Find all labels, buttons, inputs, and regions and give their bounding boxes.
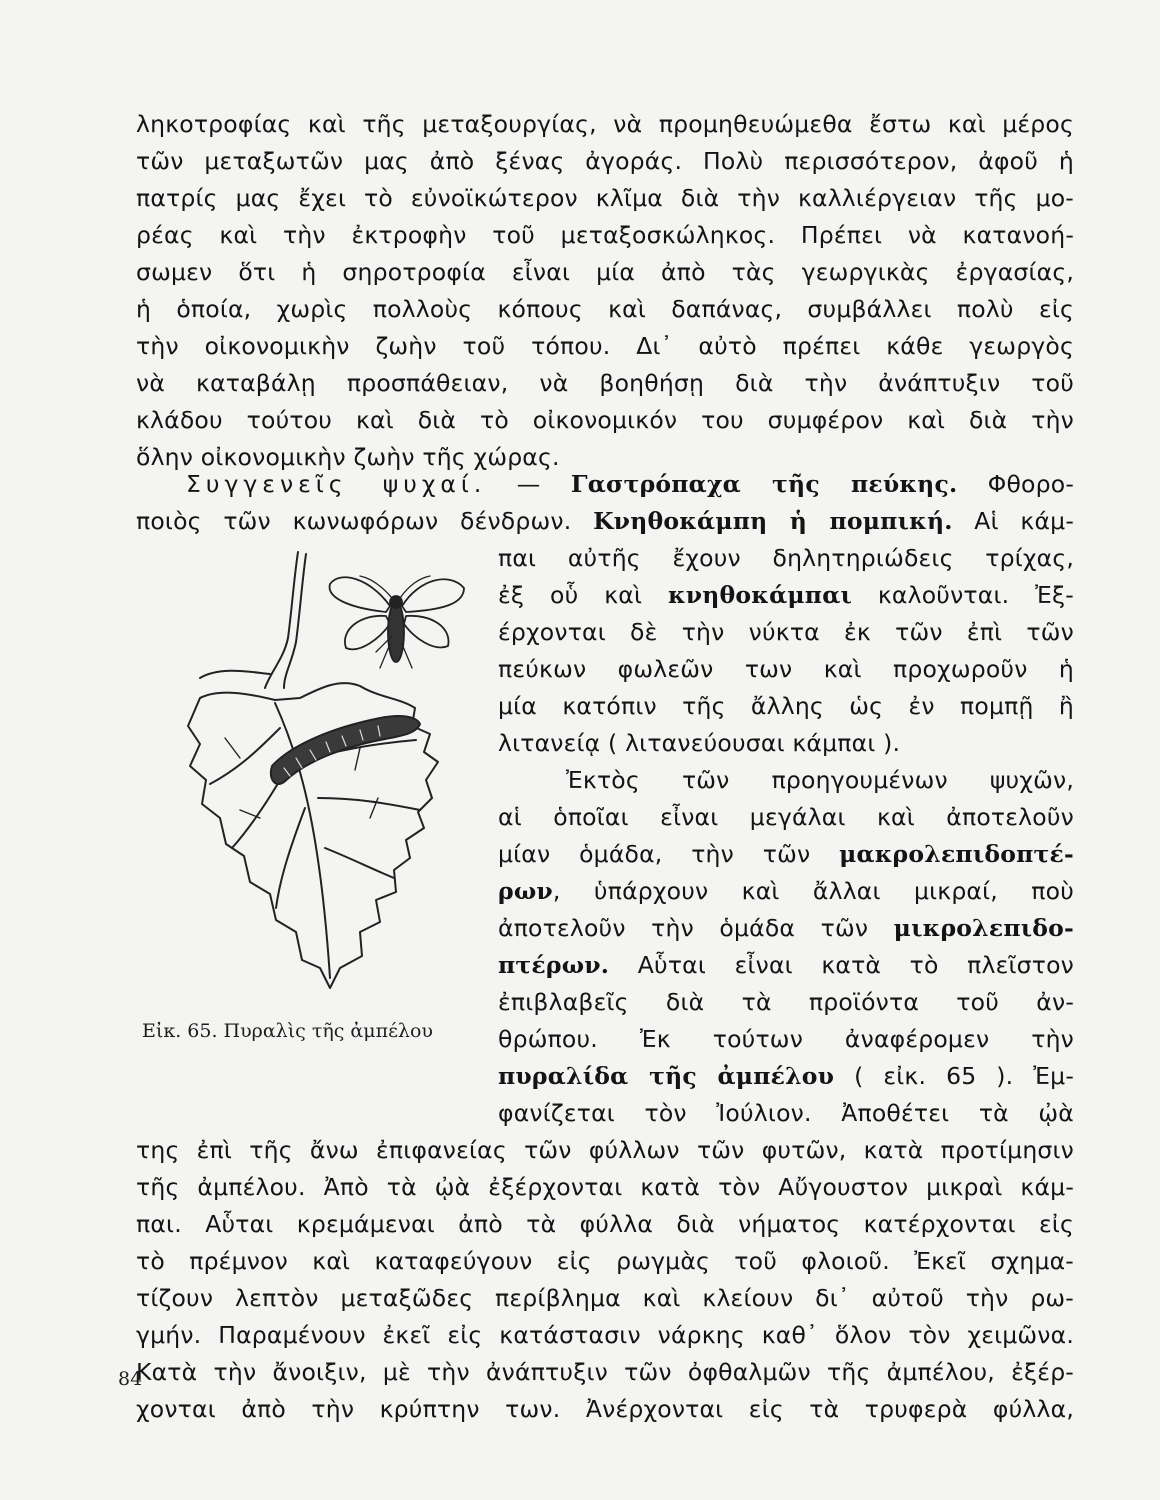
text-line: ὅλην οἰκονομικὴν ζωὴν τῆς χώρας.: [136, 443, 560, 471]
text-line: ρέας καὶ τὴν ἐκτροφὴν τοῦ μεταξοσκώληκος. Πρέπει νὰ κατανοή-: [136, 221, 1074, 249]
text-line: σωμεν ὅτι ἡ σηροτροφία εἶναι μία ἀπὸ τὰς γεωργικὰς ἐργασίας,: [136, 258, 1074, 286]
term-knithokampai: κνηθοκάμπαι: [667, 581, 853, 609]
text-line: κλάδου τούτου καὶ διὰ τὸ οἰκονομικόν του συμφέρον καὶ διὰ τὴν: [136, 406, 1074, 434]
text-line: παι αὐτῆς ἔχουν δηλητηριώδεις τρίχας,: [498, 544, 1074, 572]
text-line: έρχονται δὲ τὴν νύκτα ἐκ τῶν ἐπὶ τῶν: [498, 618, 1074, 646]
text-line: φανίζεται τὸν Ἰούλιον. Ἀποθέτει τὰ ᾠὰ: [498, 1099, 1074, 1127]
pyralis-illustration: [180, 548, 480, 998]
term-microlepidoptera: μικρολεπιδο-: [893, 914, 1074, 942]
page-number: 84: [118, 1368, 143, 1390]
text-line: μία κατόπιν τῆς ἄλλης ὡς ἐν πομπῇ ἢ: [498, 692, 1074, 720]
text-line: ἡ ὁποία, χωρὶς πολλοὺς κόπους καὶ δαπάνας, συμβάλλει πολὺ εἰς: [136, 295, 1074, 323]
text-line: θρώπου. Ἐκ τούτων ἀναφέρομεν τὴν: [498, 1025, 1074, 1053]
text-line: της ἐπὶ τῆς ἄνω ἐπιφανείας τῶν φύλλων τῶν φυτῶν, κατὰ προτίμησιν: [136, 1136, 1074, 1164]
text-line: τίζουν λεπτὸν μεταξῶδες περίβλημα καὶ κλείουν δι᾽ αὐτοῦ τὴν ρω-: [136, 1284, 1074, 1312]
text-line: ποιὸς τῶν κωνωφόρων δένδρων. Κνηθοκάμπη ἡ πομπική. Αἱ κάμ-: [136, 507, 1074, 535]
text-line: ἐπιβλαβεῖς διὰ τὰ προϊόντα τοῦ ἀν-: [498, 988, 1074, 1016]
text-line: γμήν. Παραμένουν ἐκεῖ εἰς κατάστασιν νάρκης καθ᾽ ὅλον τὸν χειμῶνα.: [136, 1321, 1074, 1349]
text-line: τὸ πρέμνον καὶ καταφεύγουν εἰς ρωγμὰς τοῦ φλοιοῦ. Ἐκεῖ σχημα-: [136, 1247, 1074, 1275]
term-knithokampi: Κνηθοκάμπη ἡ πομπική.: [593, 507, 953, 535]
term-gastropacha: Γαστρόπαχα τῆς πεύκης.: [570, 470, 958, 498]
text-line: πατρίς μας ἔχει τὸ εὐνοϊκώτερον κλῖμα διὰ τὴν καλλιέργειαν τῆς μο-: [136, 184, 1074, 212]
text-line: Ἐκτὸς τῶν προηγουμένων ψυχῶν,: [566, 766, 1074, 794]
text-line: νὰ καταβάλῃ προσπάθειαν, νὰ βοηθήσῃ διὰ τὴν ἀνάπτυξιν τοῦ: [136, 369, 1074, 397]
text-line: ἀποτελοῦν τὴν ὁμάδα τῶν μικρολεπιδο-: [498, 914, 1074, 942]
text-line: ἐξ οὗ καὶ κνηθοκάμπαι καλοῦνται. Ἐξ-: [498, 581, 1074, 609]
text-line: παι. Αὗται κρεμάμεναι ἀπὸ τὰ φύλλα διὰ νήματος κατέρχονται εἰς: [136, 1210, 1074, 1238]
text-line: λιτανείᾳ ( λιτανεύουσαι κάμπαι ).: [498, 729, 901, 757]
text-line: ληκοτροφίας καὶ τῆς μεταξουργίας, νὰ προμηθευώμεθα ἔστω καὶ μέρος: [136, 110, 1074, 138]
text-line: πεύκων φωλεῶν των καὶ προχωροῦν ἡ: [498, 655, 1074, 683]
text-line: ρων, ὑπάρχουν καὶ ἄλλαι μικραί, ποὺ: [498, 877, 1074, 905]
term-macrolepidoptera: μακρολεπιδοπτέ-: [839, 840, 1074, 868]
figure-caption: Εἰκ. 65. Πυραλὶς τῆς ἀμπέλου: [142, 1020, 433, 1042]
term-pyralis: πυραλίδα τῆς ἀμπέλου: [498, 1062, 835, 1090]
text-line: πυραλίδα τῆς ἀμπέλου ( εἰκ. 65 ). Ἐμ-: [498, 1062, 1074, 1090]
text-line: Κατὰ τὴν ἄνοιξιν, μὲ τὴν ἀνάπτυξιν τῶν ὀφθαλμῶν τῆς ἀμπέλου, ἐξέρ-: [136, 1358, 1074, 1386]
text-line: μίαν ὁμάδα, τὴν τῶν μακρολεπιδοπτέ-: [498, 840, 1074, 868]
text-line: τῶν μεταξωτῶν μας ἀπὸ ξένας ἀγοράς. Πολὺ περισσότερον, ἀφοῦ ἡ: [136, 147, 1074, 175]
text-line: χονται ἀπὸ τὴν κρύπτην των. Ἀνέρχονται εἰς τὰ τρυφερὰ φύλλα,: [136, 1395, 1074, 1423]
section-first-line: Συγγενεῖς ψυχαί. — Γαστρόπαχα τῆς πεύκης. Φθορο-: [186, 470, 1074, 498]
text-line: αἱ ὁποῖαι εἶναι μεγάλαι καὶ ἀποτελοῦν: [498, 803, 1074, 831]
section-heading: Συγγενεῖς ψυχαί.: [186, 470, 487, 498]
text-line: τῆς ἀμπέλου. Ἀπὸ τὰ ᾠὰ ἐξέρχονται κατὰ τὸν Αὔγουστον μικραὶ κάμ-: [136, 1173, 1074, 1201]
text-line: πτέρων. Αὗται εἶναι κατὰ τὸ πλεῖστον: [498, 951, 1074, 979]
text-line: τὴν οἰκονομικὴν ζωὴν τοῦ τόπου. Δι᾽ αὐτὸ πρέπει κάθε γεωργὸς: [136, 332, 1074, 360]
